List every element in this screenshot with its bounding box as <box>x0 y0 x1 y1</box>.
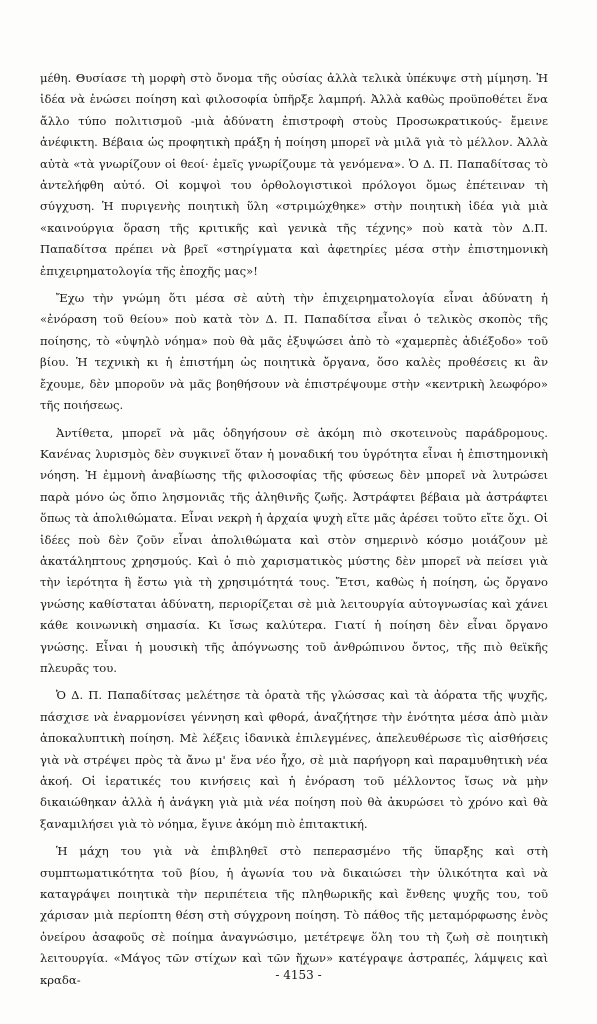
paragraph: Ἀντίθετα, μπορεῖ νὰ μᾶς ὁδηγήσουν σὲ ἀκόμη πιὸ σκοτεινοὺς παράδρομους. Κανένας λυρισμὸς δὲν συγκινεῖ ὅταν ἡ μοναδική του ὑγρότητα εἶναι ἡ ἐπιστημονικὴ νόηση. Ἡ ἐμμονὴ ἀναβίωσης τῆς φιλοσοφίας τῆς φύσεως δὲν μπορεῖ νὰ λυτρώσει παρὰ μόνο ὡς ὄπιο λησμονιᾶς τῆς ἀληθινῆς ζωῆς. Ἀστράφτει βέβαια μὰ ἀστράφτει ὅπως τὰ ἀπολιθώματα. Εἶναι νεκρὴ ἡ ἀρχαία ψυχὴ εἴτε μᾶς ἀρέσει τοῦτο εἴτε ὄχι. Οἱ ἰδέες ποὺ δὲν ζοῦν εἶναι ἀπολιθώματα καὶ στὸν σημερινὸ κόσμο μοιάζουν μὲ ἀκατάληπτους χρησμούς. Καὶ ὁ πιὸ χαρισματικὸς μύστης δὲν μπορεῖ νὰ πείσει γιὰ τὴν ἱερότητα ἢ ἔστω γιὰ τὴ χρησιμότητά τους. Ἔτσι, καθὼς ἡ ποίηση, ὡς ὄργανο γνώσης καθίσταται ἀδύνατη, περιορίζεται σὲ μιὰ λειτουργία αὐτογνωσίας καὶ χάνει κάθε κοινωνικὴ σημασία. Κι ἴσως καλύτερα. Γιατί ἡ ποίηση δὲν εἶναι ὄργανο γνώσης. Εἶναι ἡ μουσικὴ τῆς ἀπόγνωσης τοῦ ἀνθρώπινου ὄντος, τῆς πιὸ θεϊκῆς πλευρᾶς του. <box>40 425 548 675</box>
page-number: - 4153 - <box>275 968 322 982</box>
paragraph: Ἔχω τὴν γνώμη ὅτι μέσα σὲ αὐτὴ τὴν ἐπιχειρηματολογία εἶναι ἀδύνατη ἡ «ἐνόραση τοῦ θείου» ποὺ κατὰ τὸν Δ. Π. Παπαδίτσα εἶναι ὁ τελικὸς σκοπὸς τῆς ποίησης, τὸ «ὑψηλὸ νόημα» ποὺ θὰ μᾶς ἐξυψώσει ἀπὸ τὸ «χαμερπὲς ἀδιέξοδο» τοῦ βίου. Ἡ τεχνικὴ κι ἡ ἐπιστήμη ὡς ποιητικὰ ὄργανα, ὅσο καλὲς προθέσεις κι ἂν ἔχουμε, δὲν μποροῦν νὰ μᾶς βοηθήσουν νὰ ἐπιστρέψουμε στὴν «κεντρικὴ λεωφόρο» τῆς ποιήσεως. <box>40 291 548 413</box>
paragraph: Ὁ Δ. Π. Παπαδίτσας μελέτησε τὰ ὁρατὰ τῆς γλώσσας καὶ τὰ ἀόρατα τῆς ψυχῆς, πάσχισε νὰ ἐναρμονίσει γέννηση καὶ φθορά, ἀναζήτησε τὴν ἑνότητα μέσα ἀπὸ μιὰν ἀποκαλυπτικὴ ποίηση. Μὲ λέξεις ἰδανικὰ ἐπιλεγμένες, ἀπελευθέρωσε τὶς αἰσθήσεις γιὰ νὰ στρέψει πρὸς τὰ ἄνω μ' ἕνα νέο ἦχο, σὲ μιὰ παρήγορη καὶ παραμυθητικὴ νέα ἀκοή. Οἱ ἱερατικές του κινήσεις καὶ ἡ ἐνόραση τοῦ μέλλοντος ἴσως νὰ μὴν δικαιώθηκαν ἀλλὰ ἡ ἀνάγκη γιὰ μιὰ νέα ποίηση ποὺ θὰ ἀκυρώσει τὸ χρόνο καὶ θὰ ξαναμιλήσει γιὰ τὸ νόημα, ἔγινε ἀκόμη πιὸ ἐπιτακτική. <box>40 688 548 831</box>
paragraph: Ἡ μάχη του γιὰ νὰ ἐπιβληθεῖ στὸ πεπερασμένο τῆς ὕπαρξης καὶ στὴ συμπτωματικότητα τοῦ βίου, ἡ ἀγωνία του νὰ δικαιώσει τὴν ὑλικότητα καὶ νὰ καταγράψει ποιητικὰ τὴν περιπέτεια τῆς πληθωρικῆς καὶ ἔνθεης ψυχῆς του, τοῦ χάρισαν μιὰ περίοπτη θέση στὴ σύγχρονη ποίηση. Τὸ πάθος τῆς μεταμόρφωσης ἑνὸς ὀνείρου ἀσαφοῦς σὲ ποίημα ἀναγνώσιμο, μετέτρεψε ὅλη του τὴ ζωὴ σὲ ποιητικὴ λειτουργία. «Μάγος τῶν στίχων καὶ τῶν ἤχων» κατέγραψε ἀστραπές, λάμψεις καὶ κραδα- <box>40 844 548 987</box>
paragraph: μέθη. Θυσίασε τὴ μορφὴ στὸ ὄνομα τῆς οὐσίας ἀλλὰ τελικὰ ὑπέκυψε στὴ μίμηση. Ἡ ἰδέα νὰ ἑνώσει ποίηση καὶ φιλοσοφία ὑπῆρξε λαμπρή. Ἀλλὰ καθὼς προϋποθέτει ἕνα ἄλλο τύπο πολιτισμοῦ -μιὰ ἀδύνατη ἐπιστροφὴ στοὺς Προσωκρατικούς- ἔμεινε ἀνέφικτη. Βέβαια ὡς προφητικὴ πράξη ἡ ποίηση μπορεῖ νὰ μιλᾶ γιὰ τὸ μέλλον. Ἀλλὰ αὐτὰ «τὰ γνωρίζουν οἱ θεοί· ἐμεῖς γνωρίζουμε τὰ γενόμενα». Ὁ Δ. Π. Παπαδίτσας τὸ ἀντελήφθη αὐτό. Οἱ κομψοὶ του ὀρθολογιστικοὶ πρόλογοι ὅμως ἐπέτειναν τὴ σύγχυση. Ἡ πυριγενὴς ποιητικὴ ὕλη «στριμώχθηκε» στὴν ποιητικὴ ἰδέα γιὰ μιὰ «καινούργια ὅραση τῆς κριτικῆς καὶ γενικὰ τῆς τέχνης» ποὺ κατὰ τὸν Δ.Π. Παπαδίτσα πρέπει νὰ βρεῖ «στηρίγματα καὶ ἀφετηρίες μέσα στὴν ἐπιστημονικὴ ἐπιχειρηματολογία τῆς ἐποχῆς μας»! <box>40 71 548 278</box>
body-text <box>40 68 548 997</box>
